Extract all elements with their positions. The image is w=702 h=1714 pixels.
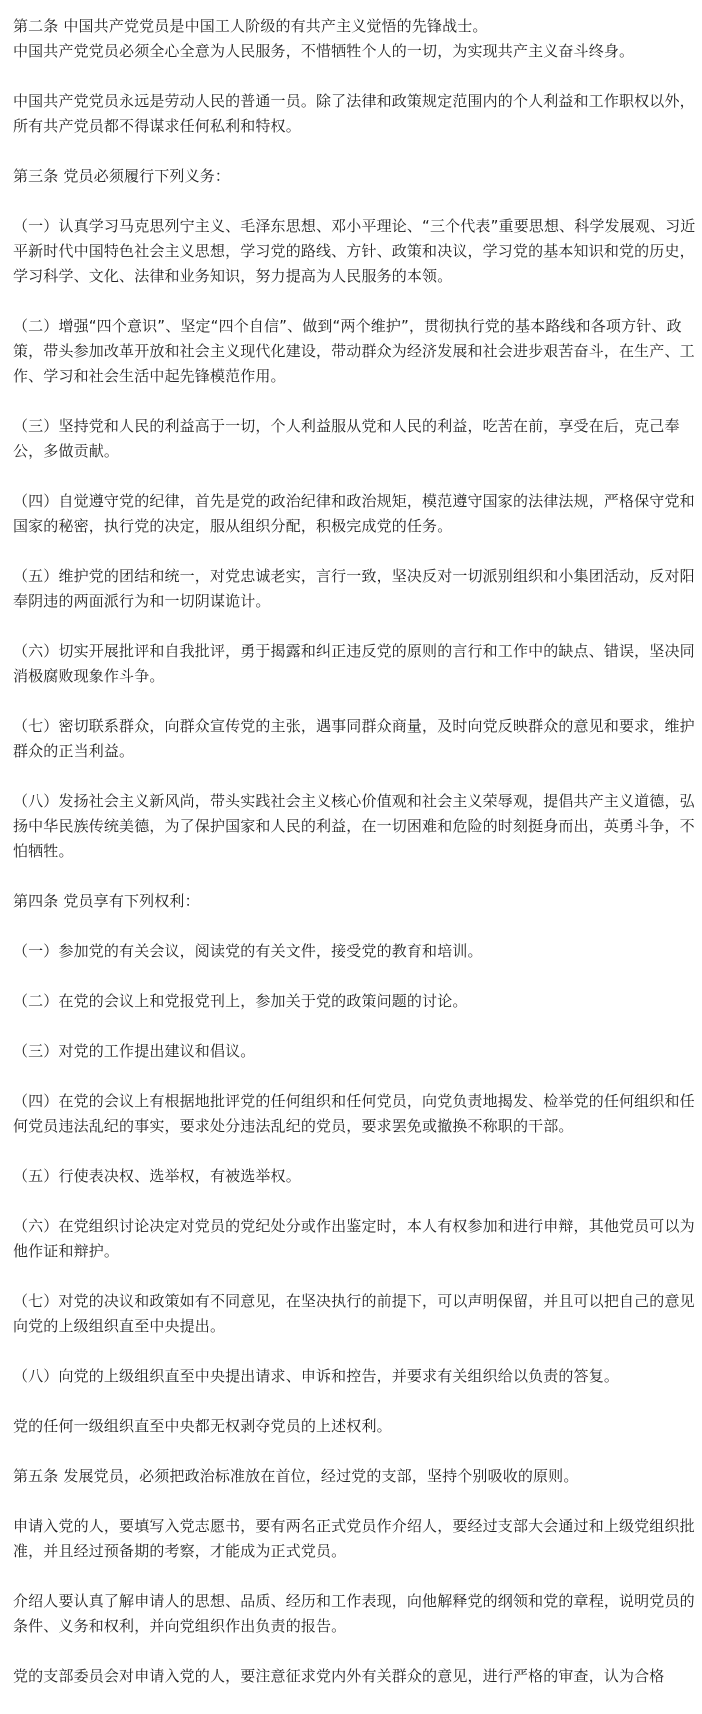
document-body xyxy=(13,14,701,1714)
article-2-heading: 第二条 中国共产党党员是中国工人阶级的有共产主义觉悟的先锋战士。 xyxy=(13,17,488,35)
article-4-heading: 第四条 党员享有下列权利： xyxy=(13,892,200,910)
article-4-item-6: （六）在党组织讨论决定对党员的党纪处分或作出鉴定时，本人有权参加和进行申辩，其他党员可以为他作证和辩护。 xyxy=(13,1217,695,1260)
article-4-item-4: （四）在党的会议上有根据地批评党的任何组织和任何党员，向党负责地揭发、检举党的任何组织和任何党员违法乱纪的事实，要求处分违法乱纪的党员，要求罢免或撤换不称职的干部。 xyxy=(13,1092,695,1135)
article-4-item-1: （一）参加党的有关会议，阅读党的有关文件，接受党的教育和培训。 xyxy=(13,942,483,960)
article-4-item-7: （七）对党的决议和政策如有不同意见，在坚决执行的前提下，可以声明保留，并且可以把自己的意见向党的上级组织直至中央提出。 xyxy=(13,1292,695,1335)
article-3-item-3: （三）坚持党和人民的利益高于一切，个人利益服从党和人民的利益，吃苦在前，享受在后，克己奉公，多做贡献。 xyxy=(13,417,680,460)
article-4-item-3: （三）对党的工作提出建议和倡议。 xyxy=(13,1042,256,1060)
article-3-heading: 第三条 党员必须履行下列义务： xyxy=(13,167,231,185)
article-4-item-2: （二）在党的会议上和党报党刊上，参加关于党的政策问题的讨论。 xyxy=(13,992,468,1010)
article-3-item-1: （一）认真学习马克思列宁主义、毛泽东思想、邓小平理论、“三个代表”重要思想、科学发展观、习近平新时代中国特色社会主义思想，学习党的路线、方针、政策和决议，学习党的基本知识和党的历史，学习科学、文化、法律和业务知识，努力提高为人民服务的本领。 xyxy=(13,217,696,285)
article-3-item-6: （六）切实开展批评和自我批评，勇于揭露和纠正违反党的原则的言行和工作中的缺点、错误，坚决同消极腐败现象作斗争。 xyxy=(13,642,695,685)
article-4-item-5: （五）行使表决权、选举权，有被选举权。 xyxy=(13,1167,301,1185)
article-4-closing: 党的任何一级组织直至中央都无权剥夺党员的上述权利。 xyxy=(13,1417,392,1435)
article-3-item-8: （八）发扬社会主义新风尚，带头实践社会主义核心价值观和社会主义荣辱观，提倡共产主义道德，弘扬中华民族传统美德，为了保护国家和人民的利益，在一切困难和危险的时刻挺身而出，英勇斗争，不怕牺牲。 xyxy=(13,792,695,860)
article-2-paragraph-1: 中国共产党党员必须全心全意为人民服务，不惜牺牲个人的一切，为实现共产主义奋斗终身。 xyxy=(13,42,635,60)
article-5-paragraph-1: 申请入党的人，要填写入党志愿书，要有两名正式党员作介绍人，要经过支部大会通过和上级党组织批准，并且经过预备期的考察，才能成为正式党员。 xyxy=(13,1517,695,1560)
article-4-item-8: （八）向党的上级组织直至中央提出请求、申诉和控告，并要求有关组织给以负责的答复。 xyxy=(13,1367,620,1385)
article-5-paragraph-3: 党的支部委员会对申请入党的人，要注意征求党内外有关群众的意见，进行严格的审查，认为合格 xyxy=(13,1667,665,1685)
article-3-item-4: （四）自觉遵守党的纪律，首先是党的政治纪律和政治规矩，模范遵守国家的法律法规，严格保守党和国家的秘密，执行党的决定，服从组织分配，积极完成党的任务。 xyxy=(13,492,695,535)
article-3-item-5: （五）维护党的团结和统一，对党忠诚老实，言行一致，坚决反对一切派别组织和小集团活动，反对阳奉阴违的两面派行为和一切阴谋诡计。 xyxy=(13,567,695,610)
article-3-item-2: （二）增强“四个意识”、坚定“四个自信”、做到“两个维护”，贯彻执行党的基本路线和各项方针、政策，带头参加改革开放和社会主义现代化建设，带动群众为经济发展和社会进步艰苦奋斗，在生产、工作、学习和社会生活中起先锋模范作用。 xyxy=(13,317,695,385)
article-2-paragraph-2: 中国共产党党员永远是劳动人民的普通一员。除了法律和政策规定范围内的个人利益和工作职权以外，所有共产党员都不得谋求任何私利和特权。 xyxy=(13,92,695,135)
article-3-item-7: （七）密切联系群众，向群众宣传党的主张，遇事同群众商量，及时向党反映群众的意见和要求，维护群众的正当利益。 xyxy=(13,717,695,760)
article-5-paragraph-2: 介绍人要认真了解申请人的思想、品质、经历和工作表现，向他解释党的纲领和党的章程，说明党员的条件、义务和权利，并向党组织作出负责的报告。 xyxy=(13,1592,695,1635)
article-5-heading: 第五条 发展党员，必须把政治标准放在首位，经过党的支部，坚持个别吸收的原则。 xyxy=(13,1467,579,1485)
